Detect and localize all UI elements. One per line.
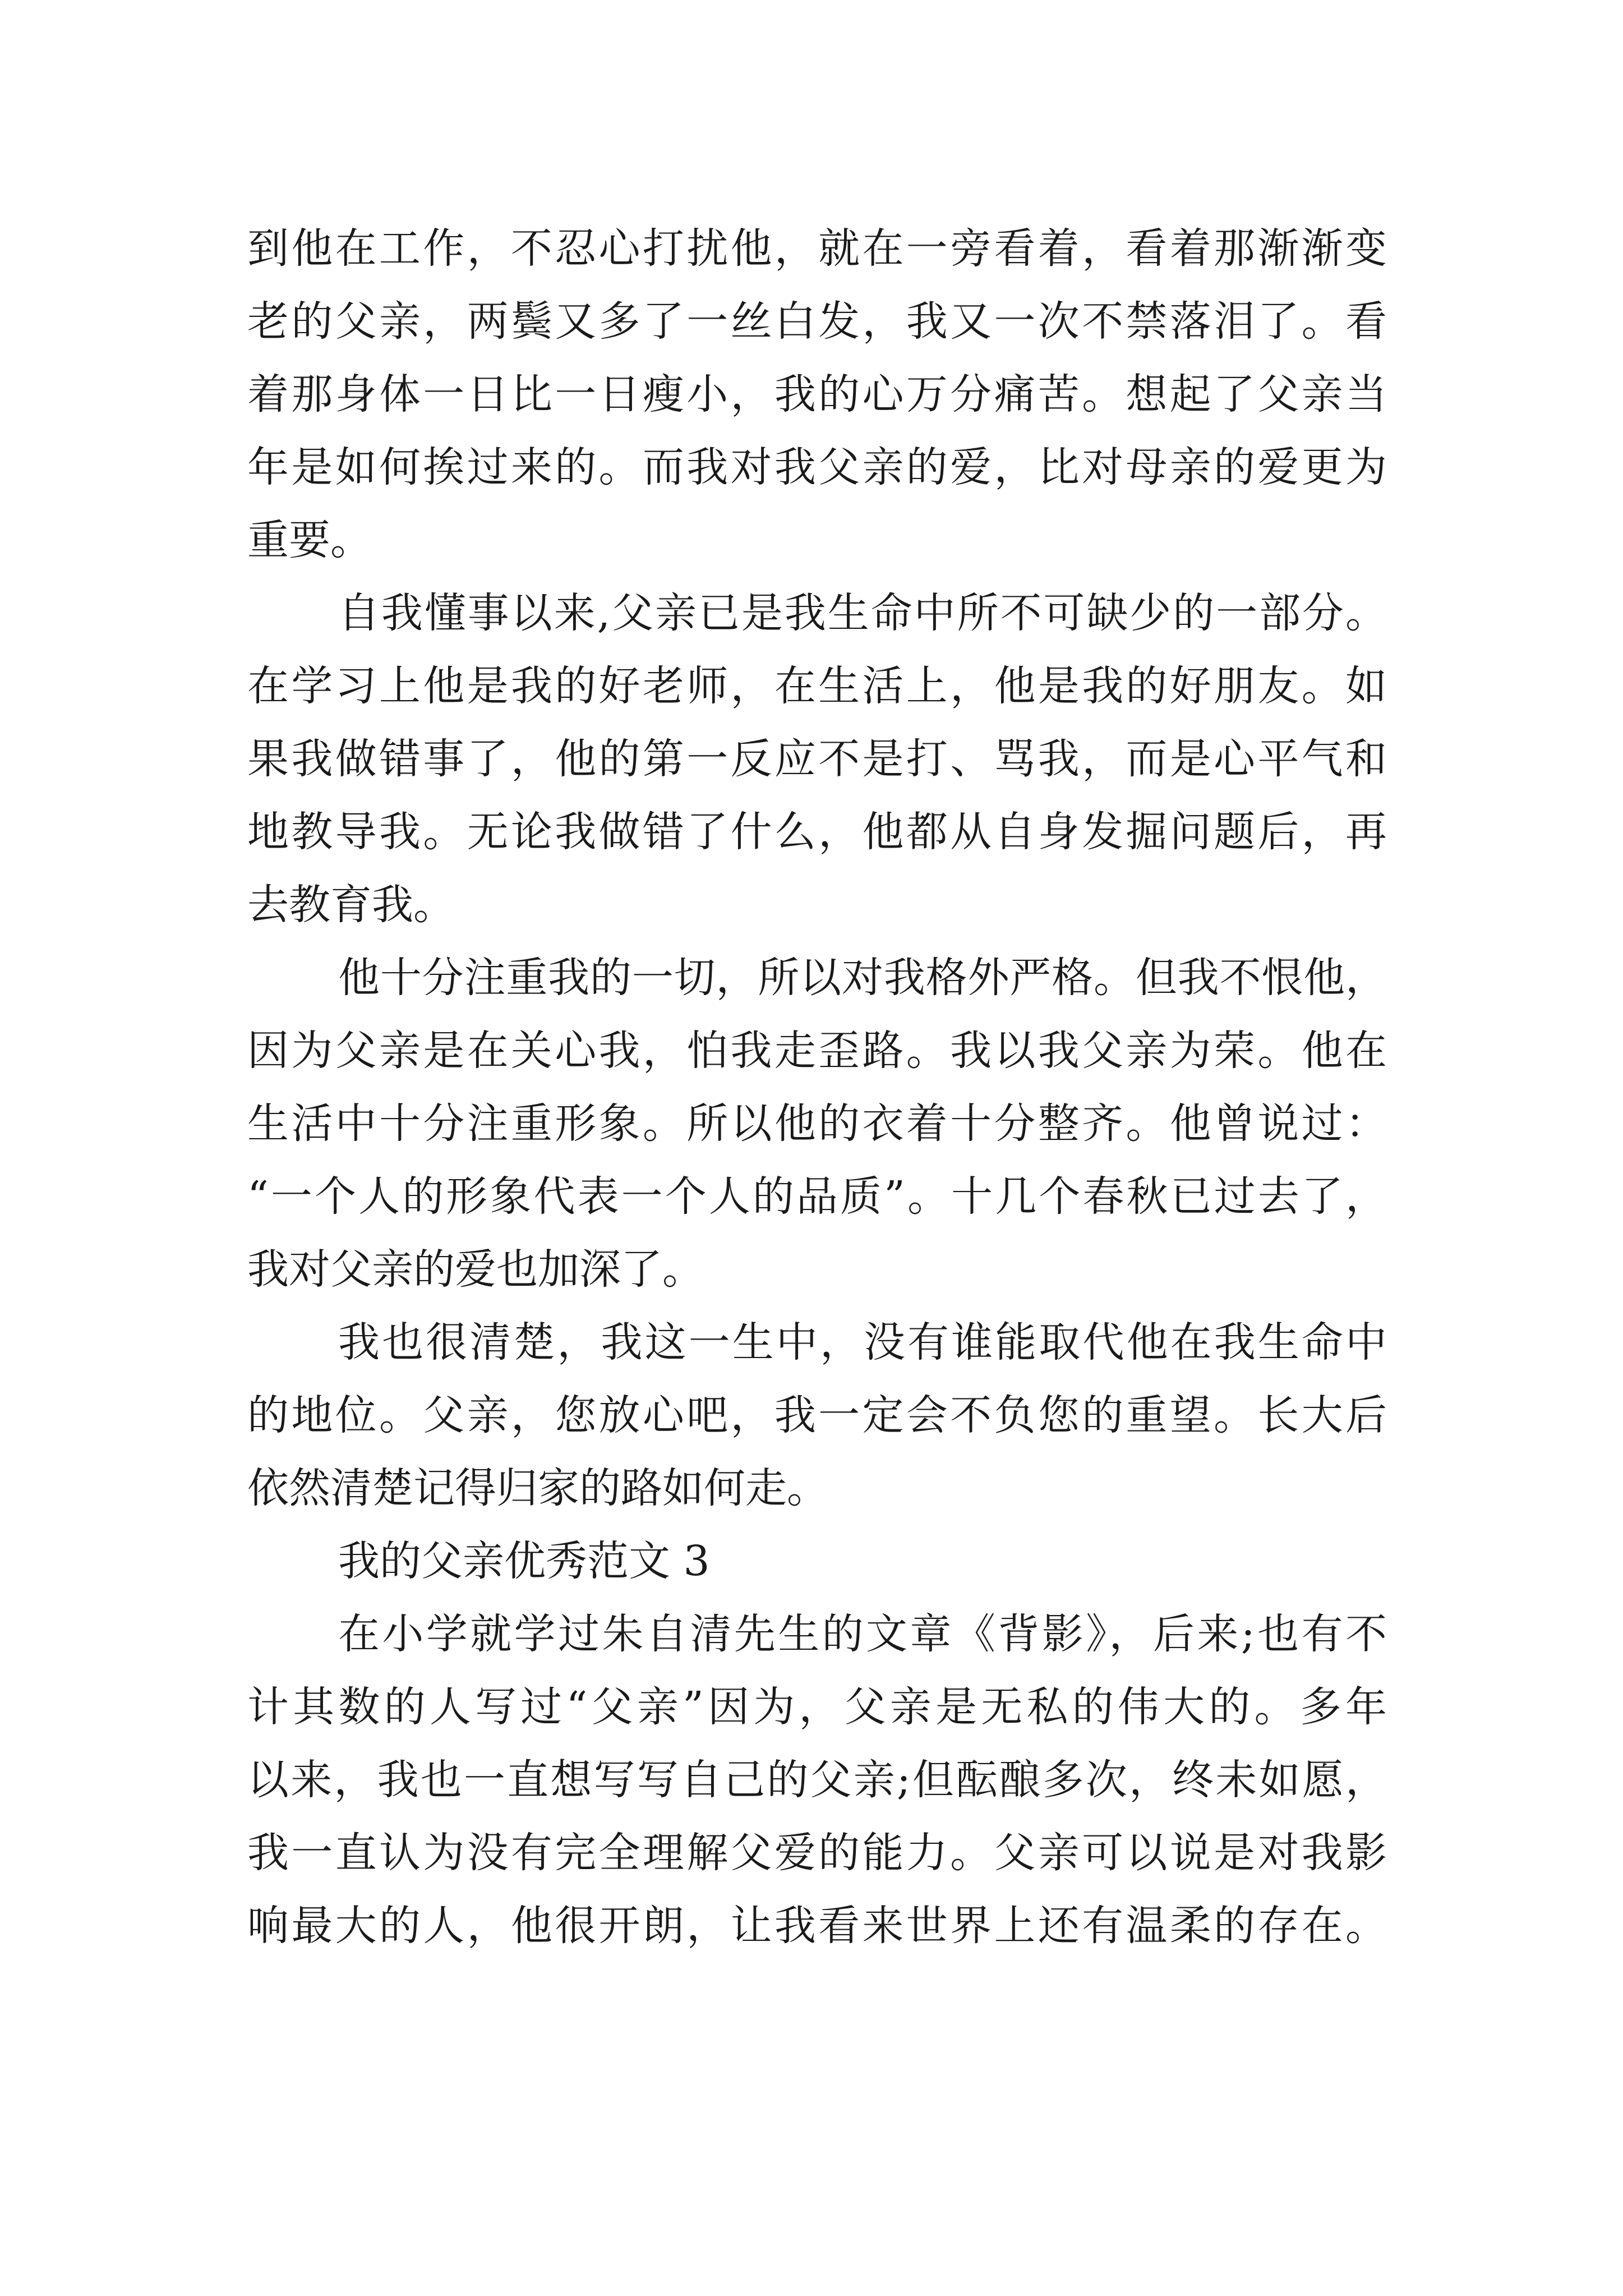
text-line: 到他在工作，不忍心打扰他，就在一旁看着，看着那渐渐变	[247, 224, 1387, 273]
text-line: “一个人的形象代表一个人的品质”。十几个春秋已过去了，	[247, 1172, 1387, 1221]
text-line: 地教导我。无论我做错了什么，他都从自身发掘问题后，再	[247, 808, 1387, 856]
text-line: 因为父亲是在关心我，怕我走歪路。我以我父亲为荣。他在	[247, 1027, 1387, 1075]
text-line: 自我懂事以来,父亲已是我生命中所不可缺少的一部分。	[338, 589, 1387, 637]
text-line: 我对父亲的爱也加深了。	[247, 1245, 704, 1294]
text-line: 老的父亲，两鬓又多了一丝白发，我又一次不禁落泪了。看	[247, 297, 1387, 346]
text-line: 年是如何挨过来的。而我对我父亲的爱，比对母亲的爱更为	[247, 443, 1387, 491]
text-line: 我的父亲优秀范文 3	[338, 1537, 710, 1585]
text-line: 果我做错事了，他的第一反应不是打、骂我，而是心平气和	[247, 735, 1387, 783]
text-line: 我一直认为没有完全理解父爱的能力。父亲可以说是对我影	[247, 1829, 1387, 1877]
body-text	[247, 212, 1387, 1962]
text-line: 以来，我也一直想写写自己的父亲;但酝酿多次，终未如愿，	[247, 1756, 1387, 1804]
text-line: 依然清楚记得归家的路如何走。	[247, 1464, 828, 1512]
text-line: 生活中十分注重形象。所以他的衣着十分整齐。他曾说过：	[247, 1099, 1387, 1148]
text-line: 他十分注重我的一切，所以对我格外严格。但我不恨他，	[338, 954, 1387, 1002]
text-line: 我也很清楚，我这一生中，没有谁能取代他在我生命中	[338, 1318, 1387, 1366]
text-line: 计其数的人写过“父亲”因为，父亲是无私的伟大的。多年	[247, 1683, 1387, 1731]
text-line: 重要。	[247, 516, 372, 564]
text-line: 响最大的人，他很开朗，让我看来世界上还有温柔的存在。	[247, 1902, 1387, 1950]
text-line: 在学习上他是我的好老师，在生活上，他是我的好朋友。如	[247, 662, 1387, 710]
text-line: 着那身体一日比一日瘦小，我的心万分痛苦。想起了父亲当	[247, 370, 1387, 418]
text-line: 在小学就学过朱自清先生的文章《背影》，后来;也有不	[338, 1610, 1387, 1658]
text-line: 的地位。父亲，您放心吧，我一定会不负您的重望。长大后	[247, 1391, 1387, 1439]
text-line: 去教育我。	[247, 881, 455, 929]
